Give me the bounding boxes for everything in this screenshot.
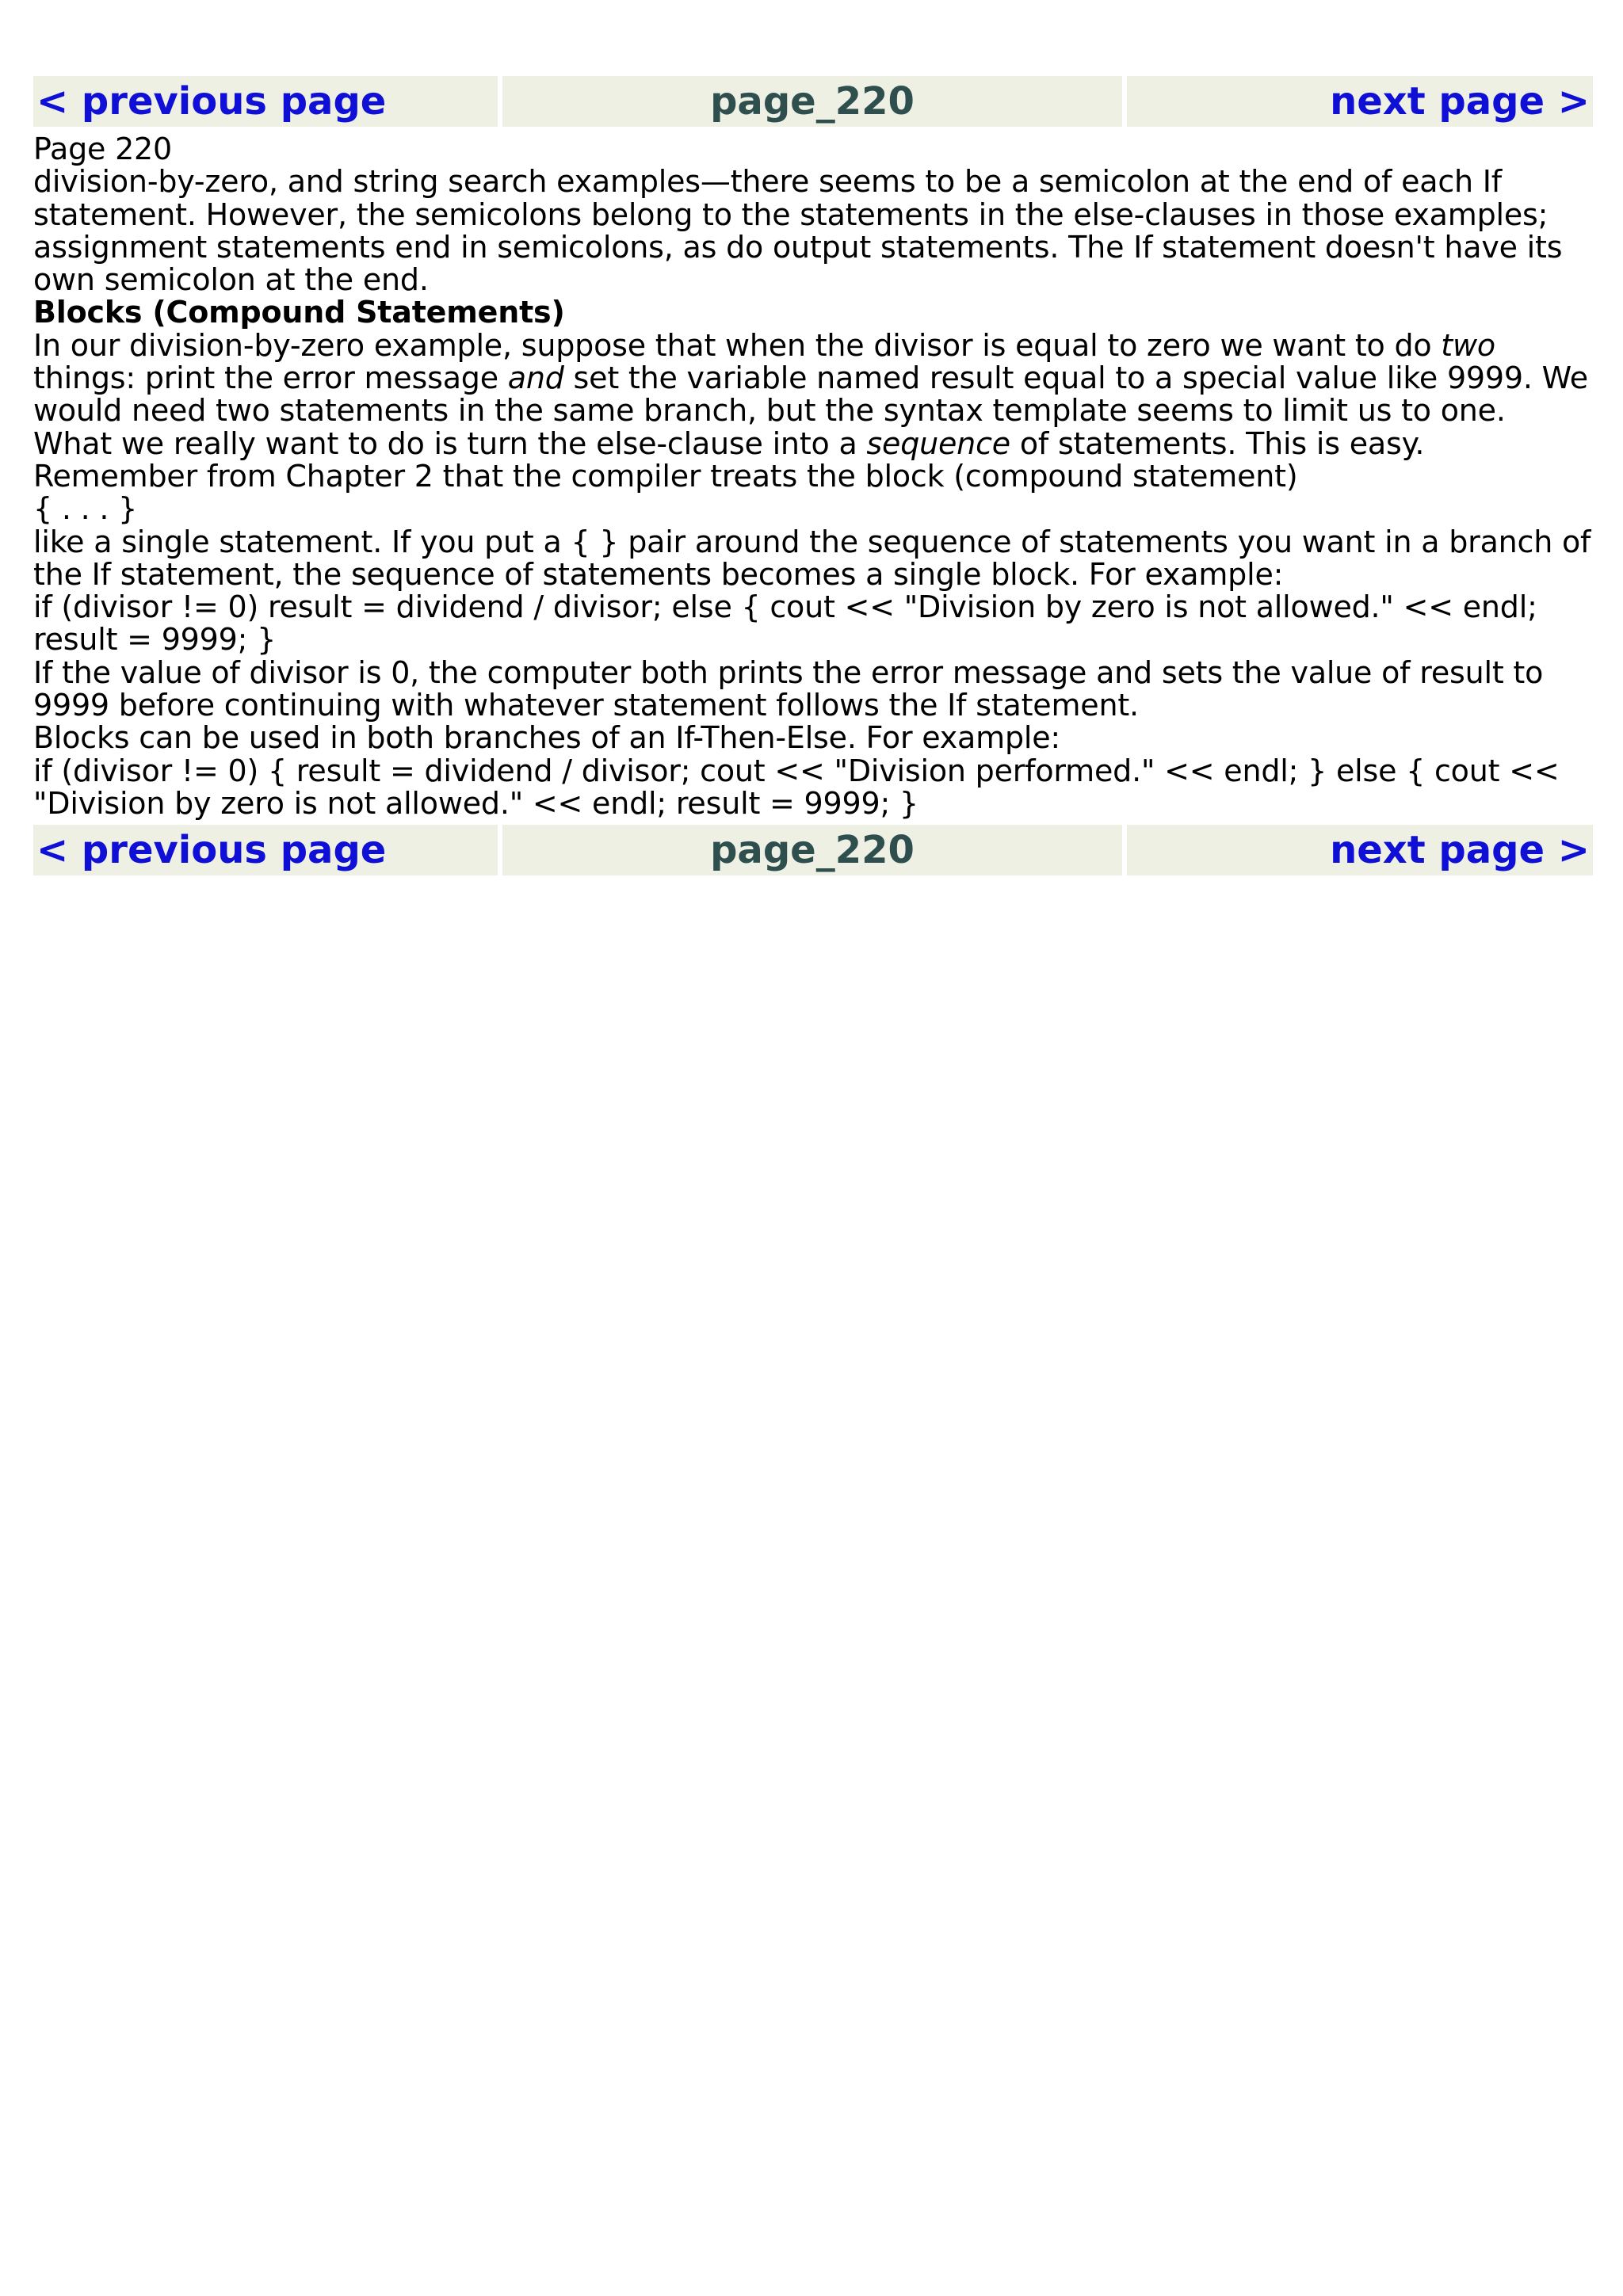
paragraph-two-things-text-2: things: print the error message — [33, 360, 508, 396]
bottom-next-page-link[interactable]: next page > — [1330, 828, 1590, 873]
bottom-prev-cell — [33, 825, 498, 875]
page-content — [33, 127, 1593, 825]
top-prev-cell — [33, 76, 498, 127]
bottom-previous-page-link[interactable]: < previous page — [36, 828, 387, 873]
paragraph-sequence-text-2: of statements. This is easy. Remember from Chapter 2 that the compiler treats the block (compound statement) — [33, 425, 1425, 494]
paragraph-semicolons: division-by-zero, and string search examples—there seems to be a semicolon at the end of each If statement. However, the semicolons belong to the statements in the else-clauses in those examples; assignment statements end in semicolons, as do output statements. The If statement doesn't have its own semicolon at the end. — [33, 164, 1563, 298]
code-example-else-block: if (divisor != 0) result = dividend / divisor; else { cout << "Division by zero is not allowed." << endl; result = 9999; } — [33, 589, 1537, 658]
paragraph-sequence — [33, 425, 1593, 494]
paragraph-divisor-zero: If the value of divisor is 0, the computer both prints the error message and sets the value of result to 9999 before continuing with whatever statement follows the If statement. — [33, 654, 1544, 723]
paragraph-single-statement: like a single statement. If you put a { } pair around the sequence of statements you want in a branch of the If statement, the sequence of statements becomes a single block. For example: — [33, 524, 1591, 592]
page-number-label: Page 220 — [33, 132, 173, 166]
top-next-cell — [1127, 76, 1593, 127]
top-previous-page-link[interactable]: < previous page — [36, 79, 387, 124]
paragraph-both-branches: Blocks can be used in both branches of an If-Then-Else. For example: — [33, 720, 1061, 756]
paragraph-two-things — [33, 327, 1593, 429]
bottom-next-cell — [1127, 825, 1593, 875]
block-syntax: { . . . } — [33, 491, 138, 527]
document-page — [33, 76, 1593, 875]
emphasis-two: two — [1441, 327, 1495, 363]
code-example-both-blocks: if (divisor != 0) { result = dividend / divisor; cout << "Division performed." << endl; } else { cout << "Division by zero is not allowed." << endl; result = 9999; } — [33, 753, 1560, 821]
paragraph-two-things-text-3: set the variable named result equal to a special value like 9999. We would need two statements in the same branch, but the syntax template seems to limit us to one. — [33, 360, 1588, 429]
top-next-page-link[interactable]: next page > — [1330, 79, 1590, 124]
section-heading: Blocks (Compound Statements) — [33, 295, 565, 330]
paragraph-sequence-text-1: What we really want to do is turn the else-clause into a — [33, 425, 867, 461]
bottom-page-title: page_220 — [502, 825, 1122, 875]
emphasis-and: and — [507, 360, 564, 396]
paragraph-two-things-text-1: In our division-by-zero example, suppose that when the divisor is equal to zero we want to do — [33, 327, 1442, 363]
top-nav-bar — [33, 76, 1593, 127]
emphasis-sequence: sequence — [866, 425, 1010, 461]
top-page-title: page_220 — [502, 76, 1122, 127]
bottom-nav-bar — [33, 825, 1593, 875]
